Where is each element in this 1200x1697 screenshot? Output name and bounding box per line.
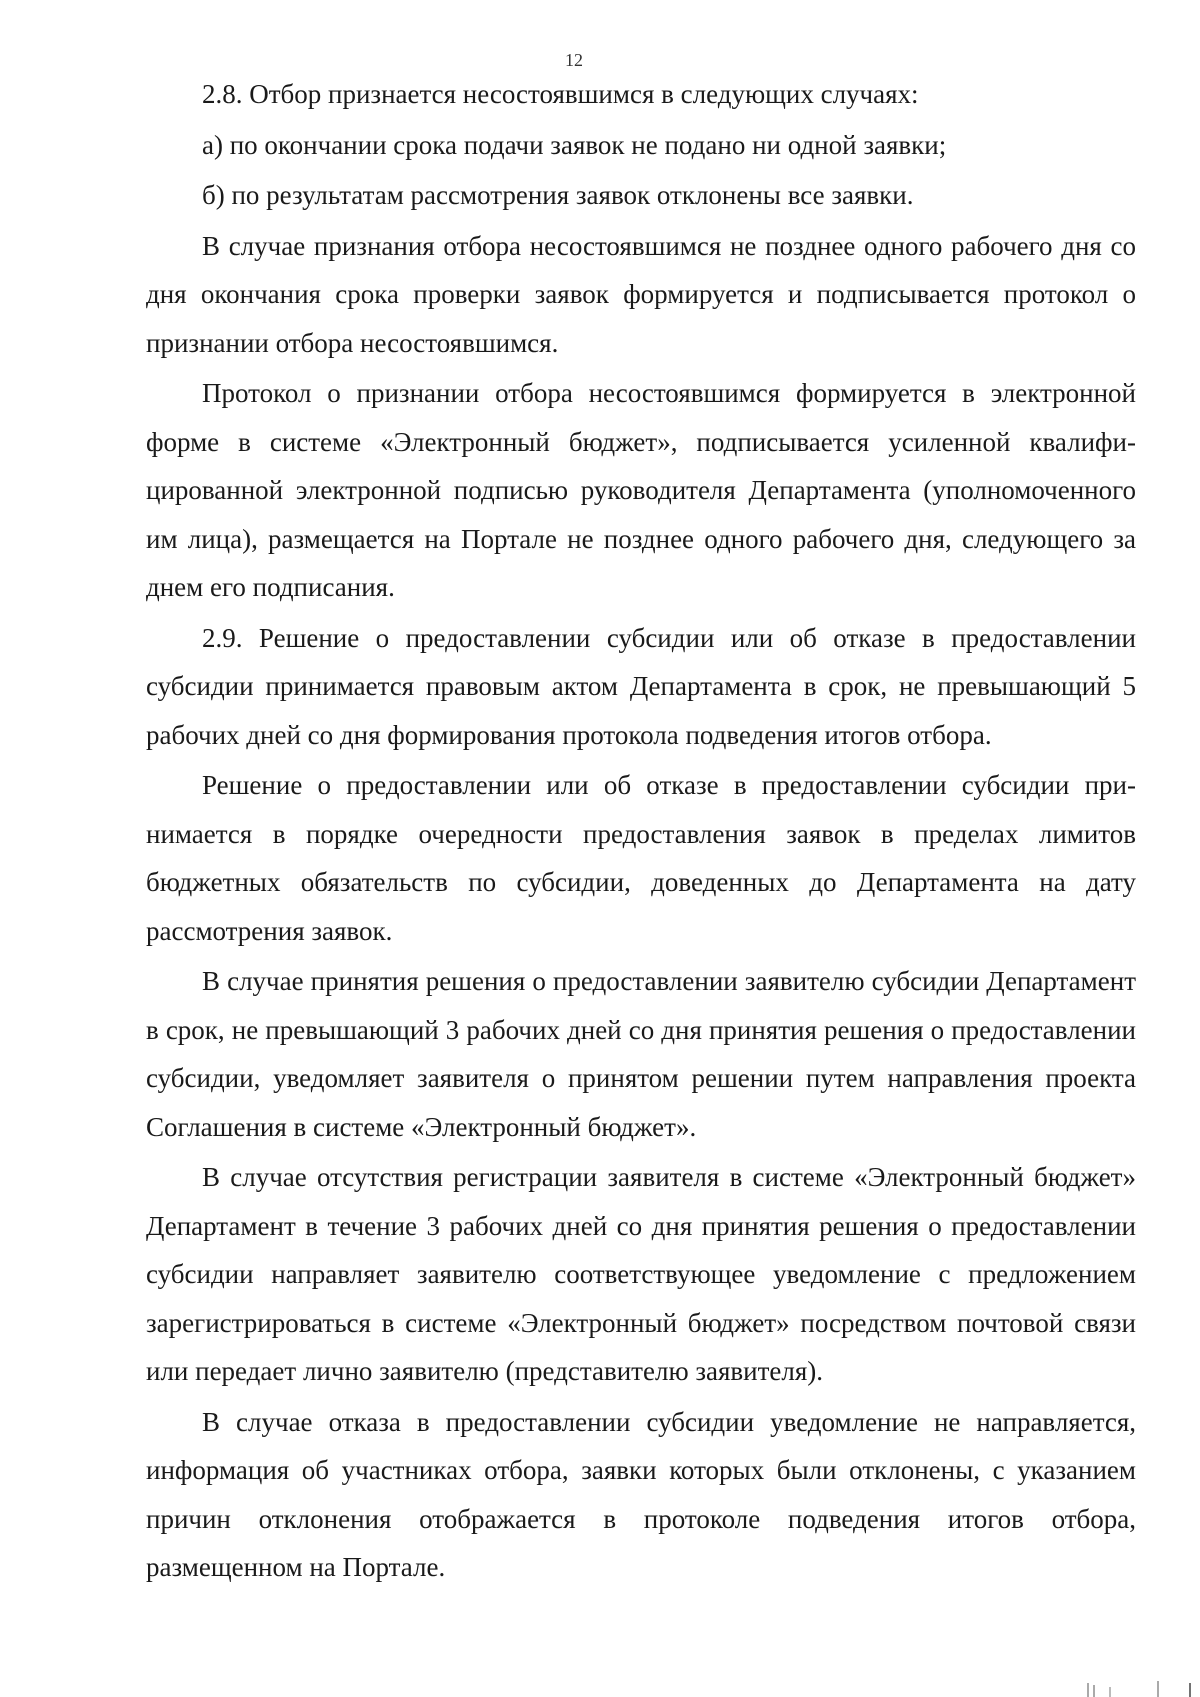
scan-edge-marks (1070, 1675, 1200, 1697)
page-number: 12 (565, 50, 583, 70)
paragraph-decision-order: Решение о предоставлении или об отказе в предоставлении субсидии принимается в порядке очередности предоставления заявок в пределах лимитов бюджетных обязательств по субсидии, доведенных до Департамента на дату рассмотрения заявок. (146, 770, 1136, 946)
paragraph-2-8-b: б) по результатам рассмотрения заявок отклонены все заявки. (202, 180, 914, 210)
paragraph-notification-agreement: В случае принятия решения о предоставлении заявителю субсидии Департамент в срок, не превышающий 3 рабочих дней со дня принятия решения о предоставлении субсидии, уведомляет заявителя о принятом решении путем направления проекта Соглашения в системе «Электронный бюджет». (146, 966, 1136, 1142)
document-body (146, 70, 1136, 1594)
paragraph-2-8-a: а) по окончании срока подачи заявок не подано ни одной заявки; (202, 129, 947, 160)
paragraph-no-registration: В случае отсутствия регистрации заявителя в системе «Электронный бюджет» Департамент в течение 3 рабочих дней со дня принятия решения о предоставлении субсидии направляет заявителю соответствующее уведомление с предложением зарегистрироваться в системе «Электронный бюджет» посредством почтовой связи или передает лично заявителю (представителю заявителя). (146, 1162, 1136, 1386)
paragraph-2-8-heading: 2.8. Отбор признается несостоявшимся в следующих случаях: (202, 79, 919, 109)
paragraph-failed-selection-protocol: В случае признания отбора несостоявшимся не позднее одного рабочего дня со дня окончания срока проверки заявок формируется и подписывается протокол о признании отбора несостоявшимся. (146, 230, 1136, 358)
paragraph-refusal-notice: В случае отказа в предоставлении субсидии уведомление не направляется, информация об участниках отбора, заявки которых были отклонены, с указанием причин отклонения отображается в протоколе подведения итогов отбора, размещенном на Портале. (146, 1406, 1136, 1582)
paragraph-protocol-electronic-form: Протокол о признании отбора несостоявшимся формируется в электронной форме в системе «Электронный бюджет», подписывается усиленной квалифицированной электронной подписью руководителя Департамента (уполномоченного им лица), размещается на Портале не позднее одного рабочего дня, следующего за днем его подписания. (146, 378, 1136, 602)
paragraph-2-9-decision: 2.9. Решение о предоставлении субсидии или об отказе в предоставлении субсидии принимается правовым актом Департамента в срок, не превышающий 5 рабочих дней со дня формирования протокола подведения итогов отбора. (146, 622, 1136, 750)
